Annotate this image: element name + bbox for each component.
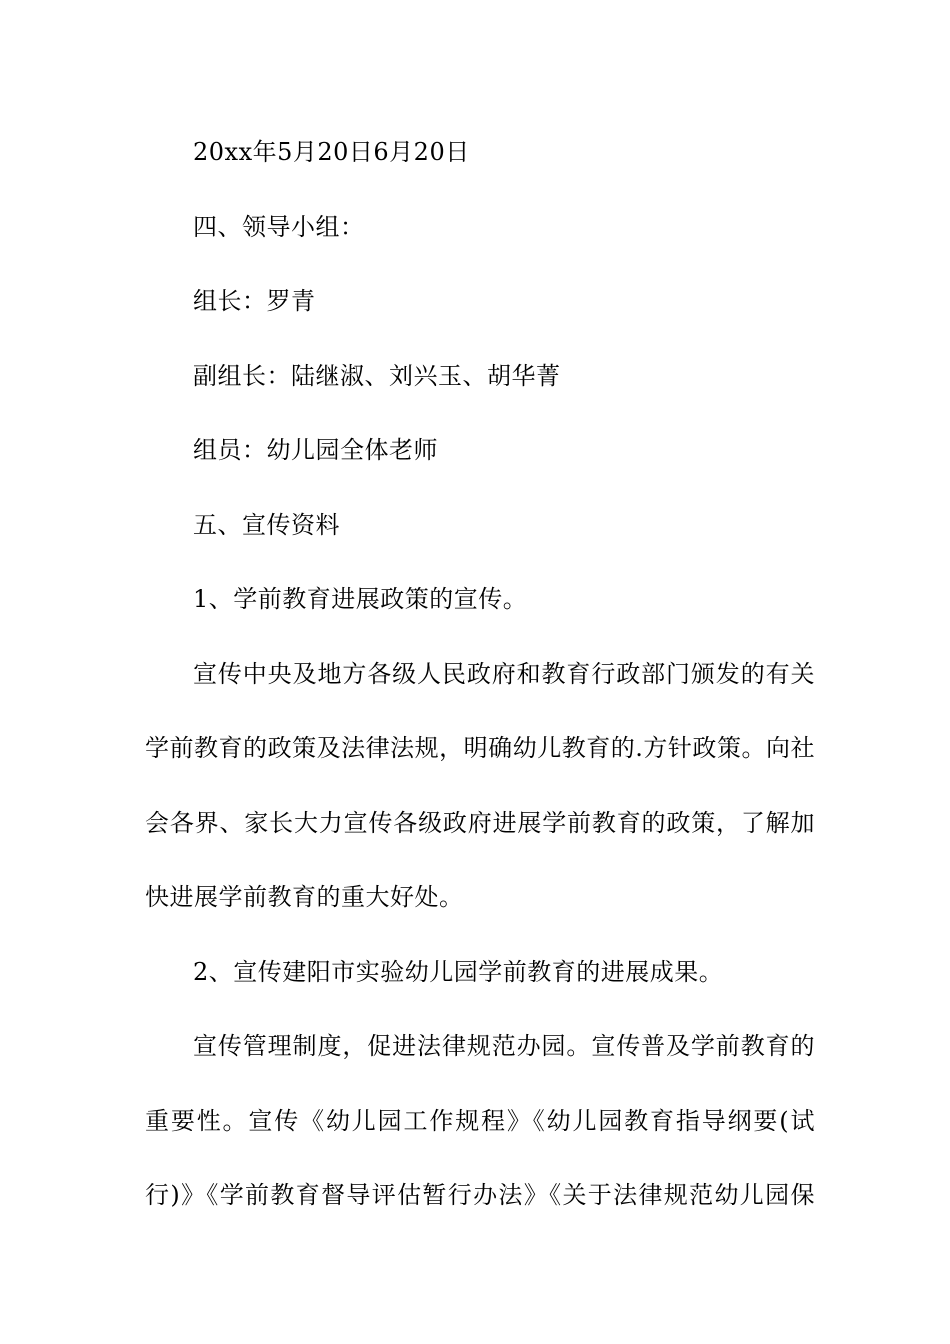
members-line: 组员：幼儿园全体老师 — [193, 436, 438, 464]
leader-line: 组长：罗青 — [193, 287, 316, 315]
paragraph-2-line-3: 行)》《学前教育督导评估暂行办法》《关于法律规范幼儿园保 — [145, 1181, 815, 1209]
section-heading-leadership: 四、领导小组： — [193, 213, 365, 241]
section-heading-publicity: 五、宣传资料 — [193, 511, 340, 539]
item-2-heading: 2、宣传建阳市实验幼儿园学前教育的进展成果。 — [193, 958, 724, 986]
paragraph-2-line-2: 重要性。宣传《幼儿园工作规程》《幼儿园教育指导纲要(试 — [145, 1107, 815, 1135]
paragraph-1-line-1: 宣传中央及地方各级人民政府和教育行政部门颁发的有关 — [193, 660, 815, 688]
date-line: 20xx年5月20日6月20日 — [193, 138, 470, 166]
item-1-heading: 1、学前教育进展政策的宣传。 — [193, 585, 528, 613]
paragraph-2-line-1: 宣传管理制度，促进法律规范办园。宣传普及学前教育的 — [193, 1032, 815, 1060]
paragraph-1-line-2: 学前教育的政策及法律法规，明确幼儿教育的.方针政策。向社 — [145, 734, 815, 762]
deputy-leader-line: 副组长：陆继淑、刘兴玉、胡华菁 — [193, 362, 561, 390]
paragraph-1-line-3: 会各界、家长大力宣传各级政府进展学前教育的政策，了解加 — [145, 809, 815, 837]
paragraph-1-line-4: 快进展学前教育的重大好处。 — [145, 883, 464, 911]
